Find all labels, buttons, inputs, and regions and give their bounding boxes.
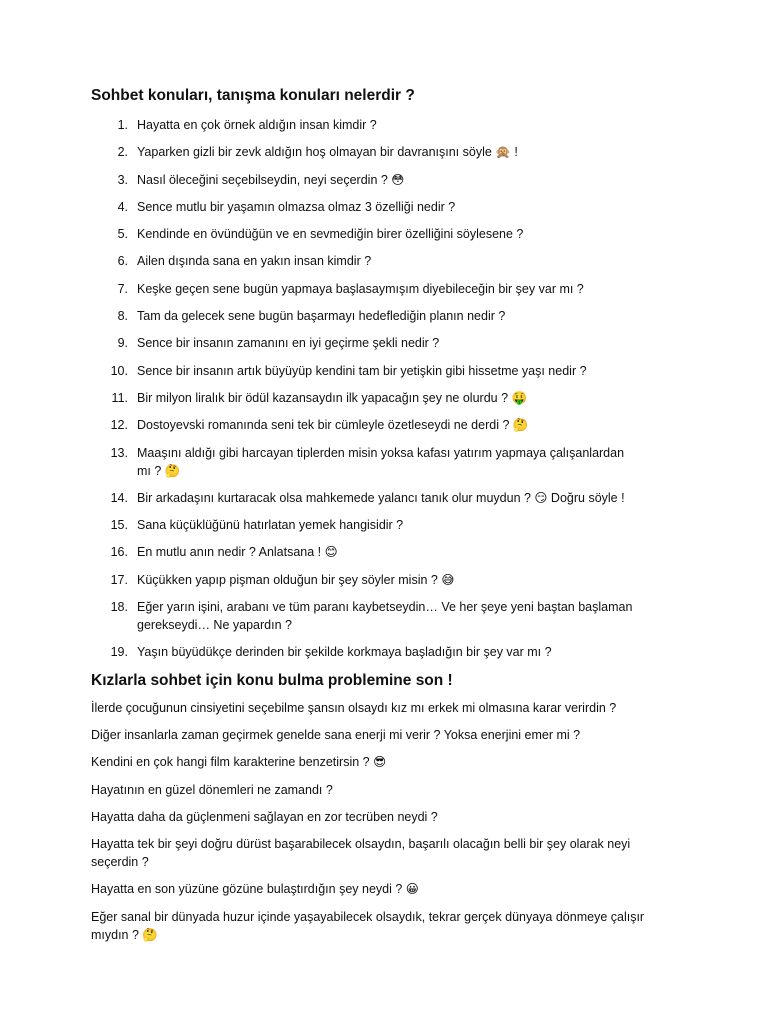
list-item-text: Ailen dışında sana en yakın insan kimdir ? xyxy=(137,254,372,269)
list-item-text: Sence bir insanın artık büyüyüp kendini tam bir yetişkin gibi hissetme yaşı nedir ? xyxy=(137,363,587,378)
list-item-text: Yaşın büyüdükçe derinden bir şekilde korkmaya başladığın bir şey var mı ? xyxy=(137,645,552,660)
list-item-text: Hayatta en çok örnek aldığın insan kimdir ? xyxy=(137,118,377,132)
list-number: 3. xyxy=(117,172,128,187)
list-item xyxy=(91,280,681,298)
list-number: 14. xyxy=(110,490,128,505)
list-number: 1. xyxy=(117,118,128,132)
list-number: 15. xyxy=(110,518,128,533)
paragraph: Hayatta tek bir şeyi doğru dürüst başarabilecek olsaydın, başarılı olacağın belli bir şey olarak neyi seçerdin ? xyxy=(91,837,631,870)
list-number: 4. xyxy=(117,199,128,214)
list-item xyxy=(91,307,681,325)
list-item-text: Kendinde en övündüğün ve en sevmediğin birer özelliğini söylesene ? xyxy=(137,227,524,242)
section-heading-girls-conversation: Kızlarla sohbet için konu bulma problemine son ! xyxy=(91,671,453,689)
list-item xyxy=(91,389,681,407)
paragraph: Hayatının en güzel dönemleri ne zamandı ? xyxy=(91,782,333,797)
list-item xyxy=(91,362,681,380)
paragraph: Hayatta en son yüzüne gözüne bulaştırdığın şey neydi ? 😀 xyxy=(91,882,419,897)
list-number: 12. xyxy=(110,418,128,433)
list-number: 13. xyxy=(110,445,128,460)
list-item-text: Bir arkadaşını kurtaracak olsa mahkemede yalancı tanık olur muydun ? 😏 Doğru söyle ! xyxy=(137,490,625,505)
list-item-text: Küçükken yapıp pişman olduğun bir şey söyler misin ? 😅 xyxy=(137,572,455,587)
list-item-text: En mutlu anın nedir ? Anlatsana ! 😊 xyxy=(137,545,338,560)
list-item-text: Eğer yarın işini, arabanı ve tüm paranı kaybetseydin… Ve her şeye yeni baştan başlaman gerekseydi… Ne yapardın ? xyxy=(137,600,633,633)
list-item xyxy=(91,489,681,507)
list-item-text: Yaparken gizli bir zevk aldığın hoş olmayan bir davranışını söyle 🙊 ! xyxy=(137,145,518,160)
list-number: 5. xyxy=(117,227,128,242)
list-item-text: Sana küçüklüğünü hatırlatan yemek hangisidir ? xyxy=(137,518,404,533)
document-content xyxy=(91,86,681,953)
list-number: 19. xyxy=(110,645,128,660)
list-item xyxy=(91,225,681,243)
list-number: 17. xyxy=(110,572,128,587)
list-item-text: Maaşını aldığı gibi harcayan tiplerden misin yoksa kafası yatırım yapmaya çalışanlardan mı ? 🤔 xyxy=(137,445,625,478)
list-item xyxy=(91,116,681,134)
list-item-text: Dostoyevski romanında seni tek bir cümleyle özetleseydi ne derdi ? 🤔 xyxy=(137,418,529,433)
paragraph: Kendini en çok hangi film karakterine benzetirsin ? 😎 xyxy=(91,755,387,770)
list-item xyxy=(91,334,681,352)
section-heading-conversation-topics: Sohbet konuları, tanışma konuları nelerdir ? xyxy=(91,87,415,104)
list-item xyxy=(91,143,681,161)
list-number: 11. xyxy=(111,390,128,405)
list-item xyxy=(91,571,681,589)
paragraph: Hayatta daha da güçlenmeni sağlayan en zor tecrüben neydi ? xyxy=(91,809,438,824)
list-number: 6. xyxy=(117,254,128,269)
list-item-text: Sence mutlu bir yaşamın olmazsa olmaz 3 özelliği nedir ? xyxy=(137,199,456,214)
list-item-text: Bir milyon liralık bir ödül kazansaydın ilk yapacağın şey ne olurdu ? 🤑 xyxy=(137,390,528,405)
list-number: 2. xyxy=(117,145,128,160)
list-item xyxy=(91,543,681,561)
list-item-text: Tam da gelecek sene bugün başarmayı hedeflediğin planın nedir ? xyxy=(137,309,506,324)
list-number: 9. xyxy=(117,336,128,351)
list-number: 7. xyxy=(117,281,128,296)
list-item xyxy=(91,171,681,189)
list-item xyxy=(91,198,681,216)
list-item xyxy=(91,643,681,661)
list-item-text: Keşke geçen sene bugün yapmaya başlasaymışım diyebileceğin bir şey var mı ? xyxy=(137,281,584,296)
paragraph: Eğer sanal bir dünyada huzur içinde yaşayabilecek olsaydık, tekrar gerçek dünyaya dönmeye çalışır mıydın ? 🤔 xyxy=(91,909,645,942)
list-item xyxy=(91,444,681,480)
list-number: 8. xyxy=(117,309,128,324)
list-item xyxy=(91,416,681,434)
paragraph: Diğer insanlarla zaman geçirmek genelde sana enerji mi verir ? Yoksa enerjini emer mi ? xyxy=(91,727,581,742)
list-item-text: Nasıl öleceğini seçebilseydin, neyi seçerdin ? 😳 xyxy=(137,172,405,187)
list-number: 16. xyxy=(110,545,128,560)
list-item-text: Sence bir insanın zamanını en iyi geçirme şekli nedir ? xyxy=(137,336,440,351)
list-item xyxy=(91,252,681,270)
list-item xyxy=(91,516,681,534)
paragraph: İlerde çocuğunun cinsiyetini seçebilme şansın olsaydı kız mı erkek mi olmasına karar verirdin ? xyxy=(91,700,617,715)
list-number: 10. xyxy=(110,363,128,378)
question-list xyxy=(91,116,681,661)
list-number: 18. xyxy=(110,600,128,615)
list-item xyxy=(91,598,681,634)
